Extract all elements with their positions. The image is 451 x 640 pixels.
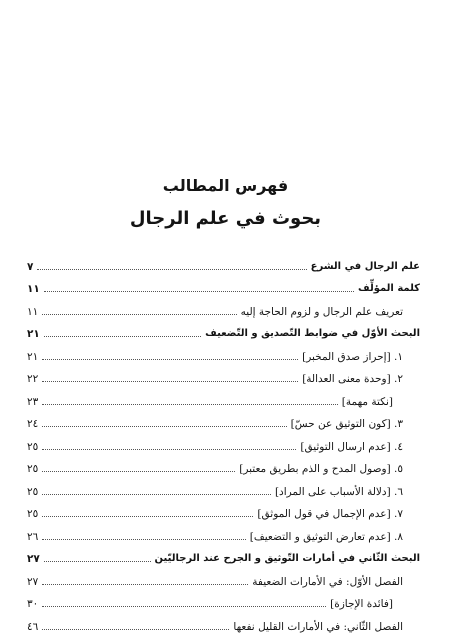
dot-leader (42, 449, 296, 450)
toc-entry (27, 385, 420, 408)
dot-leader (37, 269, 306, 270)
toc-entry (27, 250, 420, 273)
book-title: بحوث في علم الرجال (129, 208, 322, 229)
toc-page-number: ٤٦ (27, 620, 39, 633)
toc-entry-title: الفصل الثّاني: في الأمارات القليل نفعها (233, 620, 403, 633)
dot-leader (44, 561, 151, 562)
toc-entry-title: ٧. [عدم الإجمال في قول الموثق] (257, 508, 403, 520)
toc-page-number: ٣٠ (27, 598, 39, 610)
toc-entry (27, 318, 420, 341)
toc-entry-title: [فائدة الإجازة] (330, 598, 393, 610)
toc-page-number: ٢٧ (27, 575, 39, 588)
toc-page-number: ٢٣ (27, 395, 39, 408)
dot-leader (42, 381, 298, 382)
toc-entry-title: ٥. [وصول المدح و الذم بطريق معتبر] (239, 463, 403, 475)
toc-entry (27, 588, 420, 611)
dot-leader (42, 404, 338, 405)
page-title: فهرس المطالب (162, 176, 289, 195)
toc-entry-title: ١. [إحراز صدق المخبر] (302, 350, 403, 363)
toc-entry-title: الفصل الأوّل: في الأمارات الضعيفة (252, 575, 403, 588)
toc-entry (27, 430, 420, 453)
toc-entry (27, 543, 420, 566)
toc-page-number: ١١ (27, 305, 39, 318)
toc-entry-title: ٦. [دلالة الأسباب على المراد] (274, 485, 403, 498)
toc-entry-title: ٢. [وحدة معنى العدالة] (302, 373, 403, 385)
dot-leader (42, 516, 253, 517)
dot-leader (44, 336, 201, 337)
toc-page-number: ٢٦ (27, 530, 39, 543)
toc-entry-title: ٣. [كون التوثيق عن حسّ] (290, 418, 403, 430)
toc-entry (27, 453, 420, 476)
toc-page-number: ٢٧ (27, 553, 40, 565)
toc-entry (27, 273, 420, 296)
toc-entry-title: البحث الأوّل في ضوابط التّصديق و التّضعيف (205, 328, 420, 339)
table-of-contents (27, 250, 420, 633)
toc-entry (27, 565, 420, 588)
dot-leader (42, 426, 286, 427)
toc-entry (27, 295, 420, 318)
toc-page-number: ٢٤ (27, 418, 39, 430)
dot-leader (42, 359, 298, 360)
toc-entry (27, 408, 420, 431)
toc-page-number: ٢٥ (27, 440, 39, 453)
dot-leader (42, 629, 229, 630)
toc-entry-title: تعريف علم الرجال و لزوم الحاجة إليه (240, 305, 403, 318)
dot-leader (42, 584, 248, 585)
toc-page-number: ٢٥ (27, 463, 39, 475)
toc-entry (27, 475, 420, 498)
dot-leader (42, 314, 236, 315)
toc-page-number: ١١ (27, 283, 40, 295)
toc-page-number: ٢١ (27, 350, 39, 363)
toc-entry-title: كلمة المؤلِّف (358, 283, 420, 294)
dot-leader (42, 539, 246, 540)
toc-entry (27, 498, 420, 521)
toc-entry (27, 610, 420, 633)
dot-leader (44, 291, 354, 292)
toc-page-number: ٧ (27, 260, 34, 273)
toc-page-number: ٢١ (27, 328, 40, 340)
toc-entry-title: علم الرجال في الشرع (310, 260, 420, 272)
toc-entry-title: [نكتة مهمة] (341, 395, 393, 408)
dot-leader (42, 471, 235, 472)
toc-entry-title: ٨. [عدم تعارض التوثيق و التضعيف] (249, 530, 403, 543)
toc-page-number: ٢٥ (27, 508, 39, 520)
toc-page-number: ٢٥ (27, 485, 39, 498)
toc-page-number: ٢٢ (27, 373, 39, 385)
dot-leader (42, 606, 326, 607)
toc-entry (27, 520, 420, 543)
toc-entry (27, 363, 420, 386)
dot-leader (42, 494, 271, 495)
toc-entry-title: البحث الثّاني في أمارات التّوثيق و الجرح عند الرجاليّين (154, 553, 420, 564)
toc-entry-title: ٤. [عدم ارسال التوثيق] (300, 440, 403, 453)
toc-entry (27, 340, 420, 363)
